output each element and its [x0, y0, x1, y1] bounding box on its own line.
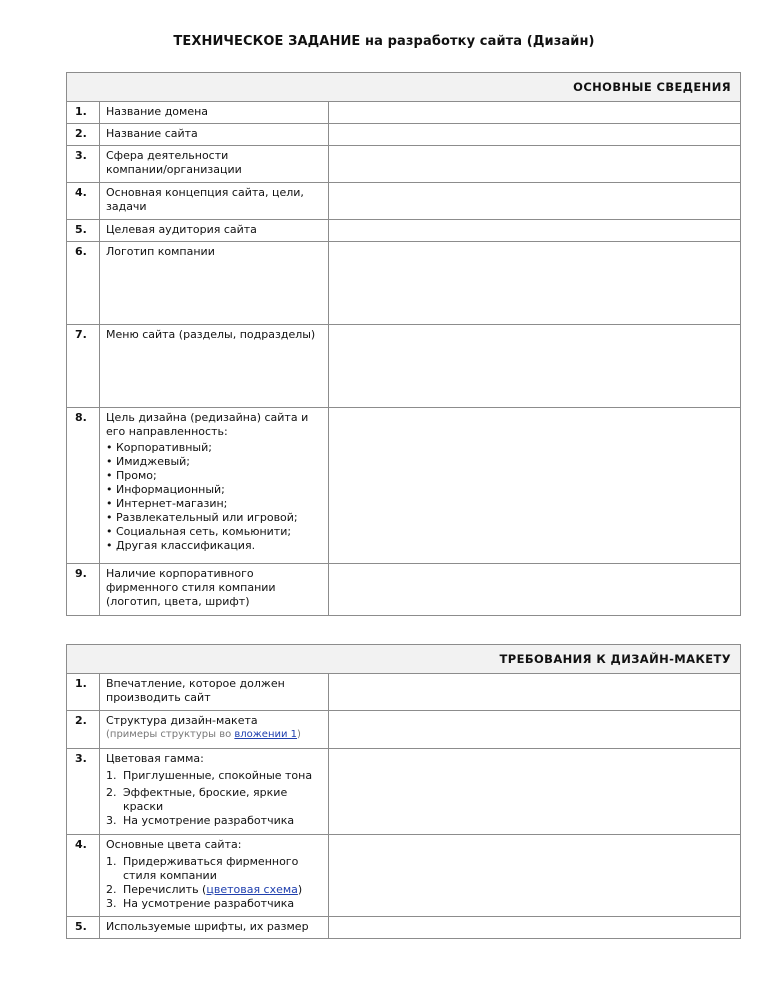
table-row — [67, 564, 741, 616]
logo-field[interactable] — [329, 242, 741, 325]
list-number: 1. — [106, 855, 117, 868]
list-item — [106, 883, 322, 897]
list-number: 3. — [106, 814, 117, 827]
structure-field[interactable] — [329, 711, 741, 749]
attachment-link[interactable]: вложении 1 — [234, 729, 298, 740]
row-label-line: Цветовая гамма: — [106, 752, 204, 765]
row-number: 3. — [67, 749, 100, 835]
row-number: 5. — [67, 220, 100, 242]
row-label — [100, 749, 329, 835]
list-item: • Социальная сеть, комьюнити; — [106, 525, 322, 539]
color-scheme-options — [106, 769, 322, 828]
row-label-line: Наличие корпоративного — [106, 567, 254, 580]
table-row — [67, 711, 741, 749]
row-number: 4. — [67, 835, 100, 917]
list-text: На усмотрение разработчика — [123, 897, 295, 910]
table-row — [67, 917, 741, 939]
row-label: Целевая аудитория сайта — [100, 220, 329, 242]
row-label — [100, 408, 329, 564]
row-label-line: компании/организации — [106, 163, 242, 176]
business-field[interactable] — [329, 146, 741, 183]
list-item: • Развлекательный или игровой; — [106, 511, 322, 525]
row-label — [100, 146, 329, 183]
design-goal-options — [106, 441, 322, 553]
row-label — [100, 674, 329, 711]
row-label-line: производить сайт — [106, 691, 211, 704]
table-row — [67, 674, 741, 711]
table-row — [67, 220, 741, 242]
list-item — [106, 855, 322, 883]
row-number: 1. — [67, 102, 100, 124]
table-row — [67, 146, 741, 183]
row-label: Меню сайта (разделы, подразделы) — [100, 325, 329, 408]
list-text: Придерживаться фирменного стиля компании — [123, 855, 299, 882]
table-row — [67, 749, 741, 835]
row-label: Логотип компании — [100, 242, 329, 325]
row-number: 3. — [67, 146, 100, 183]
row-label-line: Сфера деятельности — [106, 149, 229, 162]
row-label-line: задачи — [106, 200, 147, 213]
color-scheme-link[interactable]: цветовая схема — [206, 883, 298, 896]
row-label — [100, 183, 329, 220]
list-item: • Информационный; — [106, 483, 322, 497]
document-title: ТЕХНИЧЕСКОЕ ЗАДАНИЕ на разработку сайта (Дизайн) — [173, 34, 595, 49]
row-number: 6. — [67, 242, 100, 325]
list-text: На усмотрение разработчика — [123, 814, 295, 827]
menu-field[interactable] — [329, 325, 741, 408]
main-colors-field[interactable] — [329, 835, 741, 917]
list-item: • Интернет-магазин; — [106, 497, 322, 511]
list-item — [106, 814, 322, 828]
section-header: ОСНОВНЫЕ СВЕДЕНИЯ — [67, 73, 741, 102]
note-text: (примеры структуры во — [106, 729, 235, 740]
table-row — [67, 408, 741, 564]
color-scheme-field[interactable] — [329, 749, 741, 835]
table-row — [67, 124, 741, 146]
section-header: ТРЕБОВАНИЯ К ДИЗАЙН-МАКЕТУ — [67, 645, 741, 674]
row-label: Используемые шрифты, их размер — [100, 917, 329, 939]
design-goal-field[interactable] — [329, 408, 741, 564]
list-item: • Имиджевый; — [106, 455, 322, 469]
fonts-field[interactable] — [329, 917, 741, 939]
row-number: 8. — [67, 408, 100, 564]
list-text: Перечислить ( — [123, 883, 207, 896]
row-label-line: Цель дизайна (редизайна) сайта и — [106, 411, 309, 424]
row-label-line: его направленность: — [106, 425, 228, 438]
design-requirements-table — [66, 644, 741, 939]
list-item — [106, 897, 322, 911]
table-row — [67, 835, 741, 917]
row-label-line: Основная концепция сайта, цели, — [106, 186, 304, 199]
audience-field[interactable] — [329, 220, 741, 242]
list-item: • Промо; — [106, 469, 322, 483]
list-number: 2. — [106, 883, 117, 896]
row-label-line: Впечатление, которое должен — [106, 677, 285, 690]
row-label — [100, 711, 329, 749]
concept-field[interactable] — [329, 183, 741, 220]
row-label — [100, 835, 329, 917]
row-number: 9. — [67, 564, 100, 616]
corporate-style-field[interactable] — [329, 564, 741, 616]
table-row — [67, 242, 741, 325]
table-row — [67, 102, 741, 124]
row-label-line: Основные цвета сайта: — [106, 838, 242, 851]
list-text: ) — [297, 883, 303, 896]
list-item — [106, 769, 322, 783]
row-number: 2. — [67, 124, 100, 146]
row-label — [100, 564, 329, 616]
main-colors-options — [106, 855, 322, 911]
site-name-field[interactable] — [329, 124, 741, 146]
list-number: 2. — [106, 786, 117, 799]
list-item — [106, 786, 322, 814]
row-number: 5. — [67, 917, 100, 939]
row-number: 1. — [67, 674, 100, 711]
structure-note — [106, 728, 322, 742]
list-item: • Другая классификация. — [106, 539, 322, 553]
row-number: 2. — [67, 711, 100, 749]
domain-name-field[interactable] — [329, 102, 741, 124]
list-number: 3. — [106, 897, 117, 910]
list-number: 1. — [106, 769, 117, 782]
main-info-table — [66, 72, 741, 616]
row-number: 7. — [67, 325, 100, 408]
table-row — [67, 325, 741, 408]
impression-field[interactable] — [329, 674, 741, 711]
note-text: ) — [297, 729, 301, 740]
row-label-note: (логотип, цвета, шрифт) — [106, 595, 250, 608]
row-label-line: Структура дизайн-макета — [106, 714, 258, 727]
row-number: 4. — [67, 183, 100, 220]
table-row — [67, 183, 741, 220]
row-label: Название домена — [100, 102, 329, 124]
list-text: Приглушенные, спокойные тона — [123, 769, 313, 782]
row-label-line: фирменного стиля компании — [106, 581, 276, 594]
list-item: • Корпоративный; — [106, 441, 322, 455]
list-text: Эффектные, броские, яркие краски — [123, 786, 288, 813]
row-label: Название сайта — [100, 124, 329, 146]
